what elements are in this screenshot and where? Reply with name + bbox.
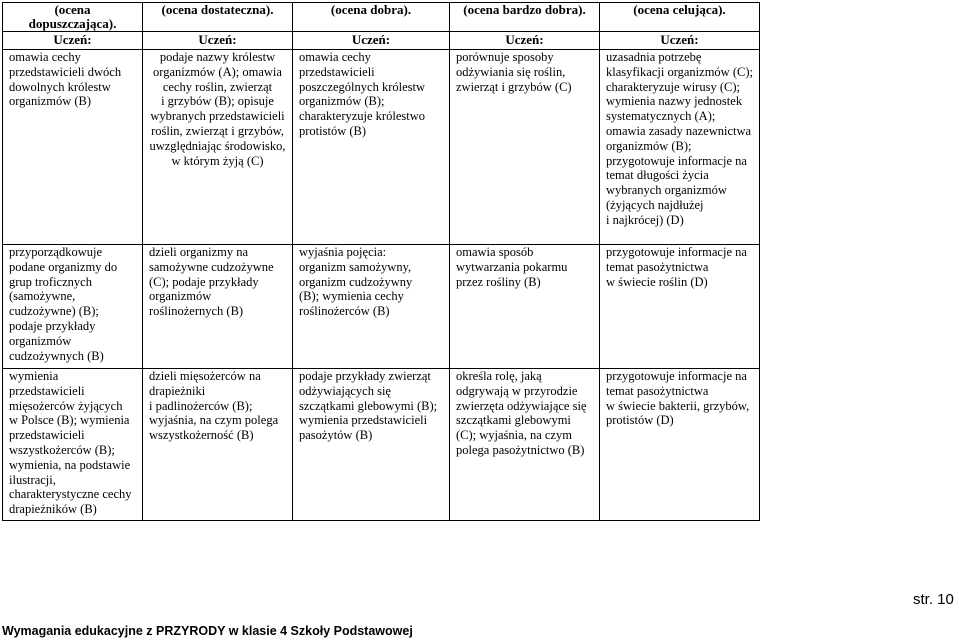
requirement-text-line: przyporządkowuje [9,245,103,259]
requirement-text-line: drapieżników (B) [9,502,97,517]
requirement-text-line: wymienia przedstawicieli [299,413,428,428]
requirement-text-line: grup troficznych [9,274,92,289]
requirement-text-line: omawia cechy [9,50,81,64]
student-header: Uczeń: [600,32,760,50]
requirement-cell [293,245,450,369]
requirement-text-line: roślin, zwierząt i grzybów, [151,123,284,138]
requirement-cell [450,245,600,369]
requirement-text-line: cechy roślin, zwierząt [162,79,273,94]
requirement-text-line: charakteryzuje wirusy (C); [606,79,740,94]
requirement-text-line: dzieli organizmy na [149,245,249,259]
requirement-text-line: omawia cechy [299,50,371,64]
requirement-text-line: organizmów (A); omawia [153,64,282,79]
requirement-text-line: wymienia, na podstawie [9,457,131,472]
requirement-text-line: polega pasożytnictwo (B) [456,442,585,457]
requirement-text-line: drapieżniki [149,383,206,398]
student-header: Uczeń: [3,32,143,50]
requirement-text-line: odżywiania się roślin, [456,64,566,79]
requirement-cell [143,245,293,369]
grade-header: (ocena celująca). [600,3,760,32]
requirement-cell [600,245,760,369]
requirement-text-line: organizmów (B); [606,138,692,153]
requirement-text-line: przygotowuje informacje na [606,245,747,259]
requirement-text-line: temat pasożytnictwa [606,383,709,398]
requirement-text-line: ilustracji, [9,472,56,487]
requirement-text-line: wymienia nazwy jednostek [606,94,743,109]
requirement-text-line: wymienia [9,369,59,383]
requirement-text-line: wszystkożerców (B); [9,442,115,457]
requirement-text-line: podaje nazwy królestw [159,50,276,64]
grade-header: (ocena dostateczna). [143,3,293,32]
requirement-text-line: (B); wymienia cechy [299,289,404,304]
requirement-text-line: przez rośliny (B) [456,274,541,289]
requirement-text-line: i najkrócej) (D) [606,212,684,227]
requirement-text-line: dowolnych królestw [9,79,111,94]
grade-header-row [3,3,760,32]
requirement-text-line: uzasadnia potrzebę [606,50,702,64]
requirement-text-line: wyjaśnia pojęcia: [299,245,387,259]
requirement-text-line: cudzożywnych (B) [9,348,104,363]
page-footer: Wymagania edukacyjne z PRZYRODY w klasie 4 Szkoły Podstawowej [2,624,413,638]
requirement-text-line: wyjaśnia, na czym polega [149,413,279,428]
grade-header: (ocena dopuszczająca). [3,3,143,32]
requirement-text-line: temat długości życia [606,168,709,183]
requirement-cell [143,369,293,521]
requirement-text-line: omawia sposób [456,245,534,259]
requirement-text-line: (C); wyjaśnia, na czym [456,428,572,443]
requirement-text-line: roślinożerców (B) [299,304,390,319]
requirement-text-line: organizm samożywny, [299,259,412,274]
requirement-text-line: mięsożerców żyjących [9,398,123,413]
requirement-text-line: omawia zasady nazewnictwa [606,123,752,138]
requirement-text-line: podaje przykłady zwierząt [299,369,431,383]
requirement-text-line: podaje przykłady [9,318,96,333]
requirement-cell [3,369,143,521]
requirement-text-line: charakteryzuje królestwo [299,109,425,124]
student-header: Uczeń: [293,32,450,50]
requirement-text-line: określa rolę, jaką [456,369,542,383]
requirement-text-line: roślinożernych (B) [149,304,244,319]
requirement-text-line: (C); podaje przykłady [149,274,259,289]
requirement-text-line: pasożytów (B) [299,428,373,443]
requirements-table [2,2,760,521]
requirement-cell [450,369,600,521]
grade-header: (ocena dobra). [293,3,450,32]
requirement-text-line: (samożywne, [9,289,76,304]
requirement-text-line: przedstawicieli [299,64,375,79]
student-header: Uczeń: [450,32,600,50]
requirement-row [3,369,760,521]
requirement-text-line: podane organizmy do [9,259,118,274]
requirement-text-line: protistów (B) [299,123,367,138]
requirement-text-line: i padlinożerców (B); [149,398,253,413]
requirement-text-line: cudzożywne) (B); [9,304,99,319]
requirement-text-line: organizmów (B); [299,94,385,109]
requirement-text-line: zwierzęta odżywiające się [456,398,587,413]
requirement-text-line: poszczególnych królestw [299,79,426,94]
requirement-text-line: szczątkami glebowymi (B); [299,398,438,413]
requirement-text-line: przedstawicieli [9,428,85,443]
requirement-text-line: w świecie roślin (D) [606,274,708,289]
requirement-text-line: wybranych przedstawicieli [150,109,285,124]
requirement-text-line: przedstawicieli dwóch [9,64,122,79]
requirement-text-line: w świecie bakterii, grzybów, [606,398,750,413]
requirement-text-line: systematycznych (A); [606,109,716,124]
page-number: str. 10 [913,591,954,608]
requirement-cell [450,50,600,245]
requirement-text-line: organizm cudzożywny [299,274,413,289]
requirement-text-line: temat pasożytnictwa [606,259,709,274]
requirement-text-line: zwierząt i grzybów (C) [456,79,572,94]
requirement-text-line: organizmów [149,289,212,304]
requirement-text-line: w którym żyją (C) [171,153,264,168]
requirement-cell [600,369,760,521]
requirement-text-line: (żyjących najdłużej [606,197,704,212]
requirement-text-line: wytwarzania pokarmu [456,259,568,274]
requirement-text-line: odgrywają w przyrodzie [456,383,578,398]
requirement-text-line: protistów (D) [606,413,674,428]
requirement-row [3,245,760,369]
requirement-text-line: samożywne cudzożywne [149,259,274,274]
requirement-text-line: uwzględniając środowisko, [149,138,286,153]
requirement-row [3,50,760,245]
requirement-text-line: przygotowuje informacje na [606,153,747,168]
requirement-text-line: szczątkami glebowymi [456,413,571,428]
requirement-cell [3,50,143,245]
requirement-text-line: dzieli mięsożerców na [149,369,261,383]
requirement-text-line: wszystkożerność (B) [149,428,254,443]
requirement-cell [3,245,143,369]
requirement-text-line: klasyfikacji organizmów (C); [606,64,753,79]
requirement-text-line: przedstawicieli [9,383,85,398]
requirement-text-line: odżywiających się [299,383,391,398]
grade-header: (ocena bardzo dobra). [450,3,600,32]
student-header: Uczeń: [143,32,293,50]
requirement-cell [143,50,293,245]
requirement-text-line: charakterystyczne cechy [9,487,132,502]
requirement-text-line: organizmów [9,333,72,348]
requirement-text-line: w Polsce (B); wymienia [9,413,130,428]
requirement-cell [600,50,760,245]
requirement-cell [293,369,450,521]
requirement-cell [293,50,450,245]
requirement-text-line: wybranych organizmów [606,183,727,198]
requirement-text-line: i grzybów (B); opisuje [161,94,274,109]
student-header-row [3,32,760,50]
requirement-text-line: organizmów (B) [9,94,92,109]
requirement-text-line: porównuje sposoby [456,50,554,64]
requirement-text-line: przygotowuje informacje na [606,369,747,383]
